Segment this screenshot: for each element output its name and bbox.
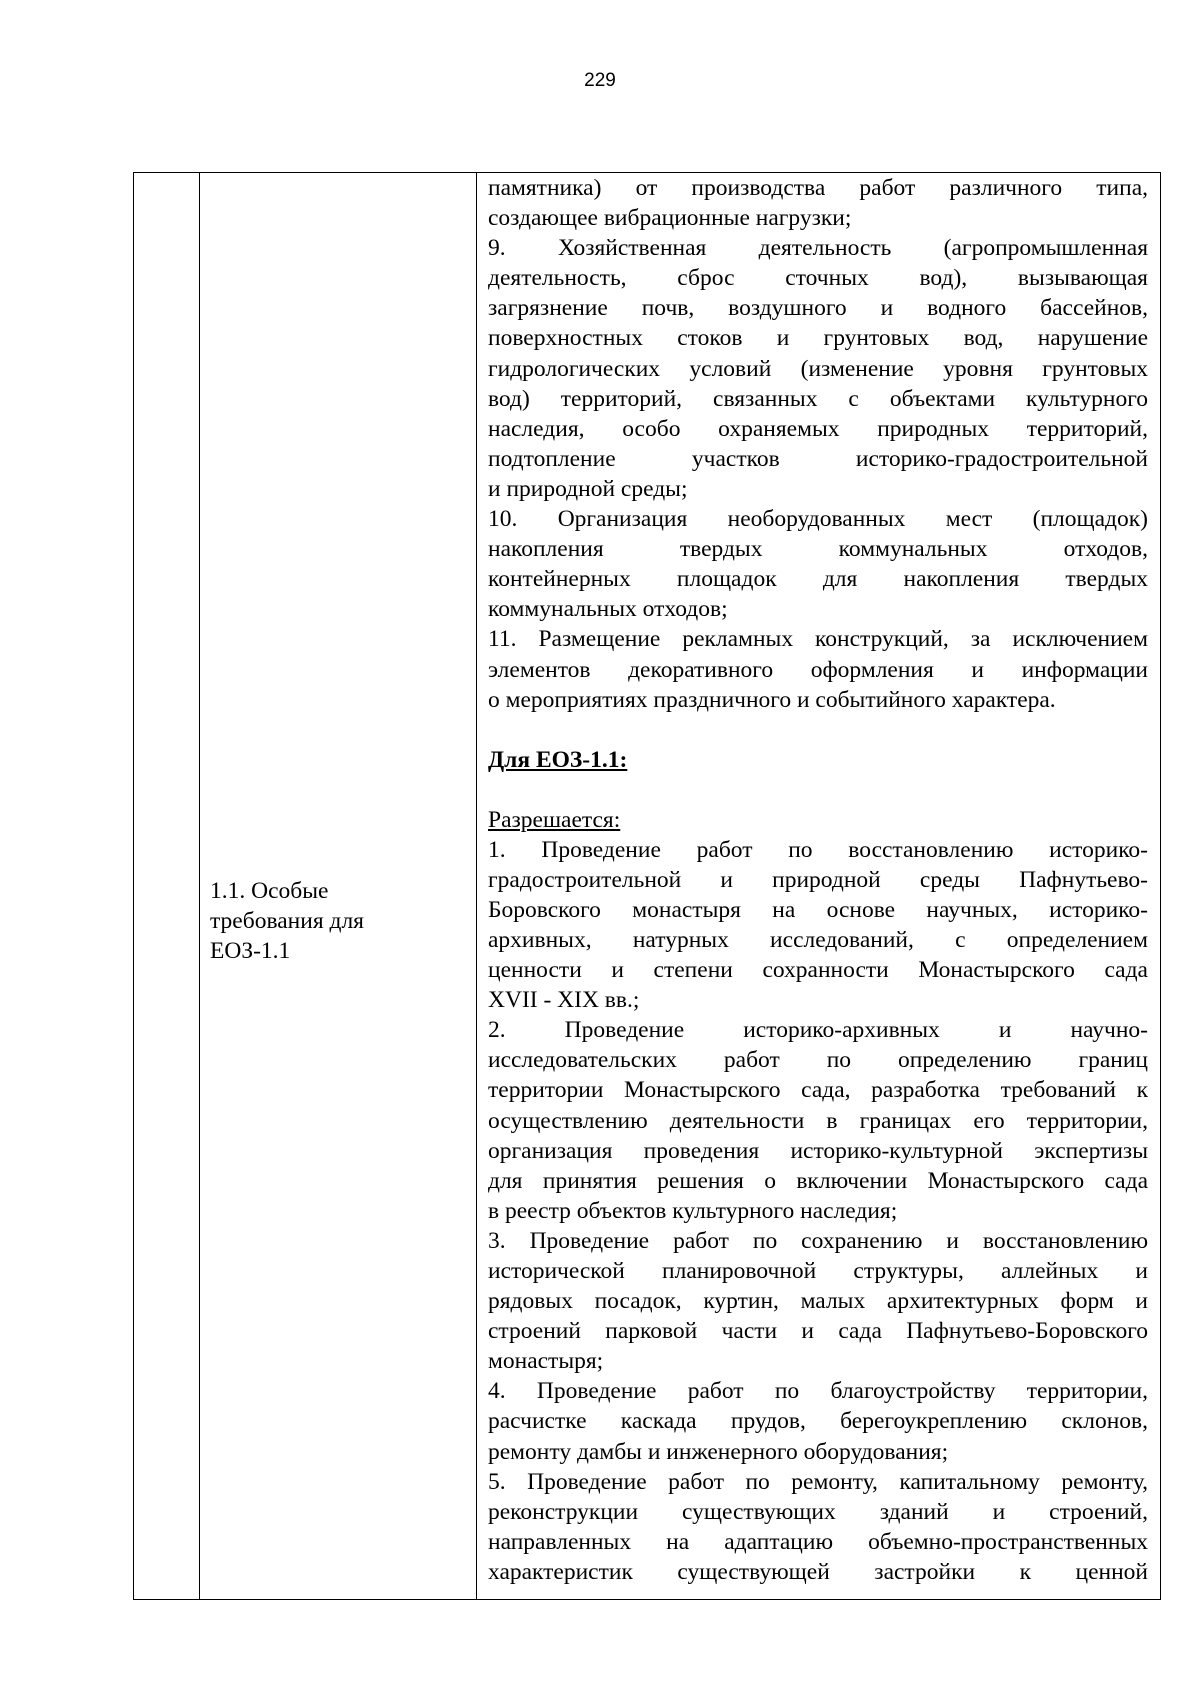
text-line: характеристик существующей застройки к ценной: [488, 1558, 1148, 1585]
allowed-list: [488, 835, 1148, 1587]
requirements-table: [133, 172, 1161, 1600]
text-line: исследовательских работ по определению границ: [488, 1047, 1148, 1074]
text-line: организация проведения историко-культурной экспертизы: [488, 1137, 1148, 1164]
text-line: 9. Хозяйственная деятельность (агропромышленная: [488, 235, 1148, 262]
text-line: 1. Проведение работ по восстановлению историко-: [488, 836, 1148, 863]
text-line: осуществлению деятельности в границах его территории,: [488, 1107, 1148, 1134]
text-line: памятника) от производства работ различного типа,: [488, 175, 1148, 201]
text-line: 2. Проведение историко-архивных и научно-: [488, 1017, 1148, 1044]
text-line: 10. Организация необорудованных мест (площадок): [488, 506, 1148, 533]
text-line: направленных на адаптацию объемно-пространственных: [488, 1528, 1148, 1555]
number-cell: [134, 173, 200, 1600]
text-line: в реестр объектов культурного наследия;: [488, 1197, 898, 1224]
section-heading: Для ЕОЗ-1.1:: [488, 746, 628, 773]
text-line: градостроительной и природной среды Пафнутьево-: [488, 866, 1148, 893]
text-line: реконструкции существующих зданий и строений,: [488, 1498, 1148, 1525]
text-line: элементов декоративного оформления и информации: [488, 656, 1148, 683]
text-line: гидрологических условий (изменение уровня грунтовых: [488, 355, 1148, 382]
requirement-cell: [200, 173, 477, 1600]
requirement-title: 1.1. Особые требования для ЕОЗ-1.1: [210, 878, 364, 964]
text-line: для принятия решения о включении Монастырского сада: [488, 1167, 1148, 1194]
text-line: архивных, натурных исследований, с определением: [488, 926, 1148, 953]
text-line: 4. Проведение работ по благоустройству территории,: [488, 1378, 1148, 1405]
text-line: о мероприятиях праздничного и событийного характера.: [488, 686, 1056, 713]
text-line: наследия, особо охраняемых природных территорий,: [488, 415, 1148, 442]
text-line: монастыря;: [488, 1348, 604, 1375]
text-line: накопления твердых коммунальных отходов,: [488, 536, 1148, 563]
text-line: 3. Проведение работ по сохранению и восстановлению: [488, 1227, 1148, 1254]
text-line: создающее вибрационные нагрузки;: [488, 205, 852, 232]
text-line: загрязнение почв, воздушного и водного бассейнов,: [488, 295, 1148, 322]
text-line: 5. Проведение работ по ремонту, капитальному ремонту,: [488, 1468, 1148, 1495]
text-line: XVII - XIX вв.;: [488, 987, 640, 1014]
text-line: строений парковой части и сада Пафнутьево-Боровского: [488, 1318, 1148, 1345]
text-line: Боровского монастыря на основе научных, историко-: [488, 896, 1148, 923]
continued-restrictions: [488, 173, 1148, 715]
text-line: и природной среды;: [488, 475, 688, 502]
text-line: деятельность, сброс сточных вод), вызывающая: [488, 265, 1148, 292]
text-line: расчистке каскада прудов, берегоукреплению склонов,: [488, 1408, 1148, 1435]
text-line: ценности и степени сохранности Монастырского сада: [488, 957, 1148, 984]
content-cell: [477, 173, 1161, 1600]
table-row: [134, 173, 1161, 1600]
allowed-label: Разрешается:: [488, 806, 621, 833]
text-line: рядовых посадок, куртин, малых архитектурных форм и: [488, 1288, 1148, 1315]
text-line: контейнерных площадок для накопления твердых: [488, 566, 1148, 593]
text-line: коммунальных отходов;: [488, 596, 728, 623]
text-line: исторической планировочной структуры, аллейных и: [488, 1258, 1148, 1284]
text-line: территории Монастырского сада, разработка требований к: [488, 1077, 1148, 1104]
text-line: ремонту дамбы и инженерного оборудования;: [488, 1438, 949, 1465]
text-line: поверхностных стоков и грунтовых вод, нарушение: [488, 325, 1148, 352]
text-line: подтопление участков историко-градостроительной: [488, 445, 1148, 472]
page-number: 229: [584, 70, 616, 91]
text-line: 11. Размещение рекламных конструкций, за исключением: [488, 626, 1148, 653]
text-line: вод) территорий, связанных с объектами культурного: [488, 385, 1148, 412]
